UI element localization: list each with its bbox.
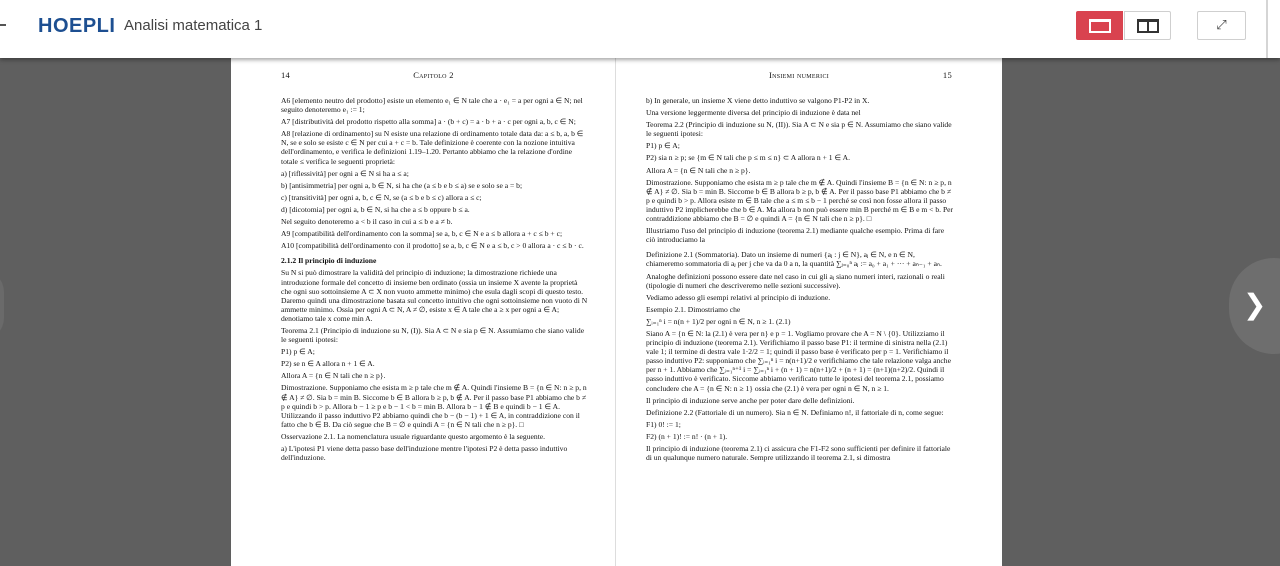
publisher-logo[interactable]: HOEPLI: [38, 15, 116, 37]
text-line: Nel seguito denoteremo a < b il caso in cui a ≤ b e a ≠ b.: [281, 217, 453, 227]
text-line: F2) (n + 1)! := n! · (n + 1).: [646, 431, 728, 441]
text-line: Vediamo adesso gli esempi relativi al principio di induzione.: [646, 292, 831, 302]
text-line: P1) p ∈ A;: [281, 347, 315, 357]
text-line: A6 [elemento neutro del prodotto] esiste un elemento e₁ ∈ N tale che a · e₁ = a per ogni a ∈ N; nel seguito denoteremo e₁ := 1;: [281, 96, 583, 115]
page-text: [281, 96, 588, 465]
text-line: A8 [relazione di ordinamento] su N esiste una relazione di ordinamento totale data da: a ≤ b, a, b ∈ N, se e solo se esiste c ∈ N per cui a + c = b. Tale definizione è coerente con la nozione intuitiva dell'ordinamento, e verifica le definizioni 1.19–1.20. Pertanto abbiamo che la relazione d'ordine totale ≤ verifica le seguenti proprietà:: [281, 129, 584, 166]
next-page-button[interactable]: [1229, 258, 1280, 354]
page-number: 14: [281, 70, 291, 80]
single-page-icon: [1089, 19, 1111, 33]
text-line: c) [transitività] per ogni a, b, c ∈ N, se (a ≤ b e b ≤ c) allora a ≤ c;: [281, 192, 482, 202]
double-page-view-button[interactable]: [1124, 11, 1171, 40]
text-line: P2) se n ∈ A allora n + 1 ∈ A.: [281, 359, 375, 369]
text-line: Teorema 2.1 (Principio di induzione su N, (I)). Sia A ⊂ N e sia p ∈ N. Assumiamo che siano valide le seguenti ipotesi:: [281, 325, 585, 345]
text-line: Su N si può dimostrare la validità del principio di induzione; la dimostrazione richiede una introduzione formale del concetto di insieme ben ordinato (ossia un insieme X avente la proprietà che ogni suo sottoinsieme A ⊂ X non vuoto ammette minimo) che esula dagli scopi di questo testo. Daremo quindi una dimostrazione basata sul concetto intuitivo che ogni sottoinsieme non vuoto di N ammette minimo. Ossia per ogni A ⊂ N, A ≠ ∅, esiste x ∈ A tale che a ≥ x per ogni a ∈ A; denotiamo tale x come min A.: [281, 268, 588, 323]
page-number: 15: [942, 70, 952, 80]
book-title: Analisi matematica 1: [124, 17, 263, 34]
text-line: a) L'ipotesi P1 viene detta passo base dell'induzione mentre l'ipotesi P2 è detta passo induttivo dell'induzione.: [281, 444, 568, 463]
chevron-right-icon: ❯: [1243, 288, 1267, 321]
text-line: F1) 0! := 1;: [646, 419, 681, 429]
previous-page-button[interactable]: [0, 270, 4, 340]
text-line: b) [antisimmetria] per ogni a, b ∈ N, si ha che (a ≤ b e b ≤ a) se e solo se a = b;: [281, 180, 523, 190]
text-line: P2) sia n ≥ p; se {m ∈ N tali che p ≤ m ≤ n} ⊂ A allora n + 1 ∈ A.: [646, 153, 850, 163]
text-line: Illustriamo l'uso del principio di induzione (teorema 2.1) mediante qualche esempio. Prima di fare ciò introduciamo la: [646, 226, 945, 245]
menu-edge-icon[interactable]: [0, 24, 6, 26]
running-head: Capitolo 2: [413, 70, 454, 80]
fullscreen-button[interactable]: [1197, 11, 1246, 40]
text-line: Dimostrazione. Supponiamo che esista m ≥ p tale che m ∉ A. Quindi l'insieme B = {n ∈ N: n ≥ p, n ∉ A} ≠ ∅. Sia b = min B. Siccome b ∈ B allora b ≥ p, b ∉ A. Per il passo base P1 abbiamo che b ≠ p e quindi b > p. Allora esiste m ∈ B tale che a ≤ m ≤ b − 1 perché se così non fosse allora il passo induttivo P2 implicherebbe che b ∈ A. Ma allora b non può essere min B perché m ∈ B e m < b. Per contraddizione abbiamo che B = ∅ e quindi A = {n ∈ N tali che n ≥ p}. □: [646, 177, 954, 224]
text-line: a) [riflessività] per ogni a ∈ N si ha a ≤ a;: [281, 168, 409, 178]
text-line: A7 [distributività del prodotto rispetto alla somma] a · (b + c) = a · b + a · c per ogni a, b, c ∈ N;: [281, 117, 576, 127]
text-line: b) In generale, un insieme X viene detto induttivo se valgono P1-P2 in X.: [646, 96, 870, 105]
text-line: Allora A = {n ∈ N tali che n ≥ p}.: [646, 165, 751, 175]
text-line: Definizione 2.2 (Fattoriale di un numero). Sia n ∈ N. Definiamo n!, il fattoriale di n, come segue:: [646, 407, 944, 417]
page-text: [646, 96, 954, 465]
text-line: Siano A = {n ∈ N: la (2.1) è vera per n} e p = 1. Vogliamo provare che A = N \ {0}. Utilizziamo il principio di induzione (teorema 2.1). Verifichiamo il passo base P1: il termine di sinistra nella (2.1) vale 1; il termine di destra vale 1·2/2 = 1; quindi il passo base è verificato per p = 1. Verifichiamo il passo induttivo P2: supponiamo che ∑ᵢ₌₁ⁿ i = n(n+1)/2 e verifichiamo che tale relazione valga anche per n + 1. Abbiamo che ∑ᵢ₌₁ⁿ⁺¹ i = ∑ᵢ₌₁ⁿ i + (n + 1) = n(n+1)/2 + (n + 1) = (n+1)(n+2)/2. Quindi il passo induttivo è verificato. Siccome abbiamo verificato tutte le ipotesi del teorema 2.1, possiamo concludere che A = {n ∈ N: n ≥ 1} ossia che (2.1) è vera per ogni n ∈ N, n ≥ 1.: [646, 328, 951, 393]
text-line: Dimostrazione. Supponiamo che esista m ≥ p tale che m ∉ A. Quindi l'insieme B = {n ∈ N: n ≥ p, n ∉ A} ≠ ∅. Sia b = min B. Siccome b ∈ B allora b ≥ p, b ∉ A. Per il passo base P1 abbiamo che b ≠ p e quindi b > p. Allora b − 1 ≥ p e b − 1 < b = min B. Allora b − 1 ∉ B e quindi b − 1 ∈ A. Utilizzando il passo induttivo P2 abbiamo quindi che b − (b − 1) + 1 ∈ A, in contraddizione con il fatto che b ∈ B. Da ciò segue che B = ∅ e quindi A = {n ∈ N tali che n ≥ p}. □: [281, 383, 587, 429]
toolbar-divider: [1266, 0, 1268, 58]
text-line: P1) p ∈ A;: [646, 141, 680, 151]
double-page-icon: [1137, 19, 1159, 33]
fullscreen-icon: ⤢: [1216, 18, 1227, 33]
single-page-view-button[interactable]: [1076, 11, 1123, 40]
text-line: Il principio di induzione (teorema 2.1) ci assicura che F1-F2 sono sufficienti per definire il fattoriale di un qualunque numero naturale. Sempre utilizzando il teorema 2.1, si dimostra: [646, 444, 951, 463]
text-line: d) [dicotomia] per ogni a, b ∈ N, si ha che a ≤ b oppure b ≤ a.: [281, 204, 470, 214]
top-toolbar: [0, 0, 1280, 58]
text-line: Una versione leggermente diversa del principio di induzione è data nel: [646, 108, 861, 118]
book-page-left: [231, 58, 616, 566]
text-line: Esempio 2.1. Dimostriamo che: [646, 304, 741, 314]
text-line: Analoghe definizioni possono essere date nel caso in cui gli aⱼ siano numeri interi, razionali o reali (tipologie di numeri che descriveremo nelle sezioni successive).: [646, 271, 945, 290]
text-line: Definizione 2.1 (Sommatoria). Dato un insieme di numeri {aⱼ : j ∈ N}, aⱼ ∈ N, e n ∈ N, chiameremo sommatoria di aⱼ per j che va da 0 a n, la quantità ∑ⱼ₌₀ⁿ aⱼ := a₀ + a₁ + ··· + aₙ₋₁ + aₙ.: [646, 250, 942, 269]
running-head: Insiemi numerici: [768, 70, 830, 80]
text-line: A9 [compatibilità dell'ordinamento con la somma] se a, b, c ∈ N e a ≤ b allora a + c ≤ b + c;: [281, 229, 563, 239]
text-line: Osservazione 2.1. La nomenclatura usuale riguardante questo argomento è la seguente.: [281, 431, 546, 441]
book-page-right: [616, 58, 1002, 566]
text-line: Allora A = {n ∈ N tali che n ≥ p}.: [281, 371, 386, 381]
text-line: Il principio di induzione serve anche per poter dare delle definizioni.: [646, 395, 855, 405]
formula: ∑ᵢ₌₁ⁿ i = n(n + 1)/2 per ogni n ∈ N, n ≥ 1. (2.1): [646, 316, 791, 326]
section-heading: 2.1.2 Il principio di induzione: [281, 256, 377, 266]
text-line: Teorema 2.2 (Principio di induzione su N, (II)). Sia A ⊂ N e sia p ∈ N. Assumiamo che siano valide le seguenti ipotesi:: [646, 120, 952, 139]
text-line: A10 [compatibilità dell'ordinamento con il prodotto] se a, b, c ∈ N e a ≤ b, c > 0 allora a · c ≤ b · c.: [281, 241, 584, 251]
